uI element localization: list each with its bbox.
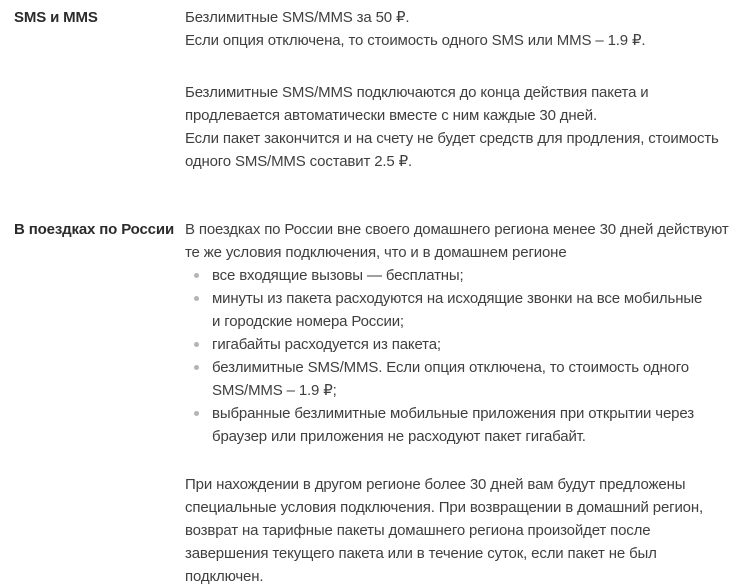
text-line: все входящие вызовы — бесплатны; — [212, 267, 464, 284]
list-item — [185, 333, 741, 356]
section-travel-russia-content — [185, 218, 741, 588]
text-line: браузер или приложения не расходуют пакет гигабайт. — [212, 428, 586, 445]
text-line: те же условия подключения, что и в домашнем регионе — [185, 244, 567, 261]
text-line: Безлимитные SMS/MMS подключаются до конца действия пакета и — [185, 84, 649, 101]
sms-renewal-paragraph — [185, 81, 741, 173]
text-line: Безлимитные SMS/MMS за 50 ₽. — [185, 9, 410, 26]
list-item — [185, 356, 741, 402]
section-sms-mms-content — [185, 6, 741, 173]
text-line: SMS/MMS – 1.9 ₽; — [212, 382, 337, 399]
text-line: гигабайты расходуется из пакета; — [212, 336, 441, 353]
text-line: возврат на тарифные пакеты домашнего региона произойдет после — [185, 522, 651, 539]
text-line: подключен. — [185, 568, 264, 585]
section-travel-russia-heading: В поездках по России — [14, 221, 175, 238]
list-item — [185, 264, 741, 287]
text-line: продлевается автоматически вместе с ним каждые 30 дней. — [185, 107, 597, 124]
list-item — [185, 402, 741, 448]
text-line: минуты из пакета расходуются на исходящие звонки на все мобильные — [212, 290, 703, 307]
text-line: Если пакет закончится и на счету не будет средств для продления, стоимость — [185, 130, 719, 147]
travel-outro-paragraph — [185, 473, 741, 588]
text-line: Если опция отключена, то стоимость одного SMS или MMS – 1.9 ₽. — [185, 32, 646, 49]
text-line: В поездках по России вне своего домашнего региона менее 30 дней действуют — [185, 221, 729, 238]
list-item — [185, 287, 741, 333]
section-travel-russia — [14, 218, 741, 588]
travel-conditions-list — [185, 264, 741, 448]
text-line: завершения текущего пакета или в течение суток, если пакет не был — [185, 545, 657, 562]
text-line: безлимитные SMS/MMS. Если опция отключена, то стоимость одного — [212, 359, 689, 376]
travel-intro-paragraph — [185, 218, 741, 264]
text-line: одного SMS/MMS составит 2.5 ₽. — [185, 153, 413, 170]
text-line: При нахождении в другом регионе более 30 дней вам будут предложены — [185, 476, 686, 493]
text-line: выбранные безлимитные мобильные приложения при открытии через — [212, 405, 694, 422]
sms-price-paragraph — [185, 6, 741, 52]
text-line: специальные условия подключения. При возвращении в домашний регион, — [185, 499, 704, 516]
section-sms-mms — [14, 6, 741, 173]
section-sms-mms-heading: SMS и MMS — [14, 9, 98, 26]
text-line: и городские номера России; — [212, 313, 404, 330]
